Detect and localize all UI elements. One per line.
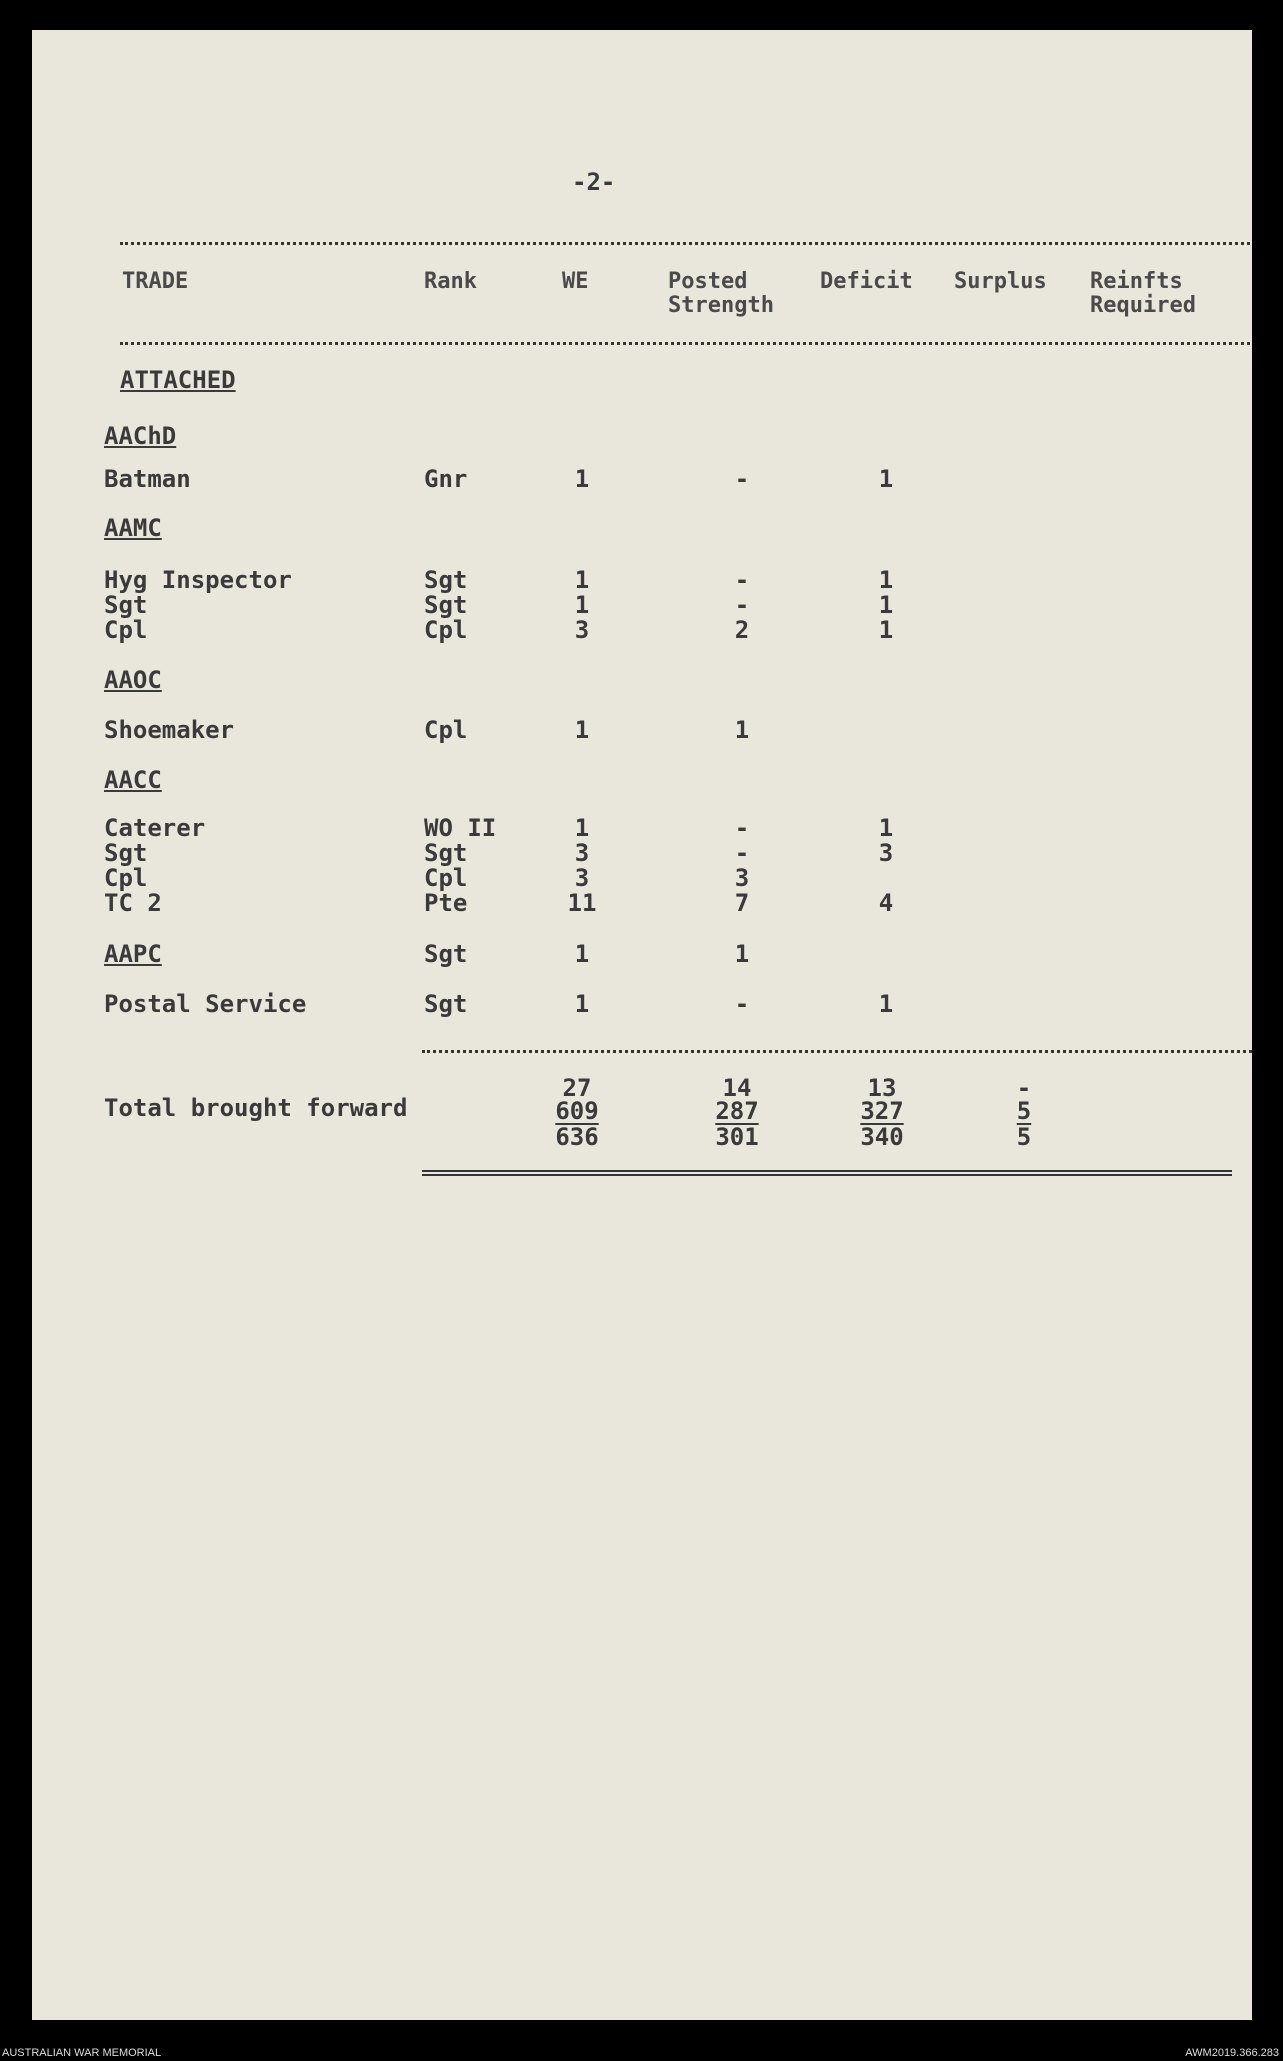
row-trade: Sgt [104, 591, 148, 619]
row-deficit: 4 [878, 889, 894, 917]
row-we: 3 [574, 864, 590, 892]
row-we: 1 [574, 566, 590, 594]
footer-left: AUSTRALIAN WAR MEMORIAL [2, 2047, 162, 2059]
row-trade: Sgt [104, 839, 148, 867]
row-deficit: 1 [878, 465, 894, 493]
header-reinfts-required: Reinfts Required [1090, 269, 1196, 318]
total-double-rule [422, 1170, 1232, 1176]
row-posted: - [734, 566, 750, 594]
row-rank: Pte [424, 889, 468, 917]
row-deficit: 1 [878, 566, 894, 594]
section-aacc: AACC [104, 766, 162, 794]
row-we: 1 [574, 716, 590, 744]
total-deficit-3: 340 [860, 1123, 904, 1151]
row-we: 1 [574, 814, 590, 842]
header-surplus: Surplus [954, 269, 1047, 294]
row-trade: Cpl [104, 864, 148, 892]
total-surplus-3: 5 [1016, 1123, 1032, 1151]
section-attached: ATTACHED [120, 366, 236, 394]
row-trade: Batman [104, 465, 191, 493]
row-deficit: 3 [878, 839, 894, 867]
row-posted: 7 [734, 889, 750, 917]
header-posted-strength: Posted Strength [668, 269, 774, 318]
row-rank: Sgt [424, 940, 468, 968]
row-trade: Cpl [104, 616, 148, 644]
total-top-rule [422, 1050, 1252, 1053]
row-posted: 3 [734, 864, 750, 892]
total-posted-2: 287 [715, 1097, 759, 1125]
document-page [32, 30, 1252, 2020]
section-aachd: AAChD [104, 422, 177, 450]
row-posted: - [734, 591, 750, 619]
row-rank: Sgt [424, 990, 468, 1018]
total-surplus-1: - [1016, 1074, 1032, 1102]
row-rank: Cpl [424, 716, 468, 744]
row-deficit: 1 [878, 616, 894, 644]
row-we: 1 [574, 990, 590, 1018]
row-rank: WO II [424, 814, 497, 842]
row-posted: 2 [734, 616, 750, 644]
row-rank: Sgt [424, 839, 468, 867]
total-we-3: 636 [555, 1123, 599, 1151]
row-posted: - [734, 990, 750, 1018]
total-deficit-2: 327 [860, 1097, 904, 1125]
section-aaoc: AAOC [104, 666, 162, 694]
total-deficit-1: 13 [867, 1074, 897, 1102]
footer-right: AWM2019.366.283 [1185, 2047, 1279, 2059]
header-deficit: Deficit [820, 269, 913, 294]
page-number: -2- [572, 168, 616, 196]
row-posted: - [734, 839, 750, 867]
header-bottom-rule [120, 342, 1250, 345]
row-trade: TC 2 [104, 889, 162, 917]
row-deficit: 1 [878, 591, 894, 619]
row-trade: Caterer [104, 814, 206, 842]
section-aapc: AAPC [104, 940, 162, 968]
row-rank: Gnr [424, 465, 468, 493]
row-trade: Postal Service [104, 990, 307, 1018]
header-rank: Rank [424, 269, 477, 294]
row-posted: 1 [734, 940, 750, 968]
row-we: 1 [574, 591, 590, 619]
row-we: 3 [574, 839, 590, 867]
section-aamc: AAMC [104, 514, 162, 542]
total-posted-1: 14 [722, 1074, 752, 1102]
row-posted: - [734, 814, 750, 842]
row-rank: Cpl [424, 864, 468, 892]
row-deficit: 1 [878, 990, 894, 1018]
row-posted: - [734, 465, 750, 493]
total-surplus-2: 5 [1016, 1097, 1032, 1125]
header-trade: TRADE [122, 269, 189, 294]
total-we-1: 27 [562, 1074, 592, 1102]
row-rank: Sgt [424, 566, 468, 594]
row-posted: 1 [734, 716, 750, 744]
total-posted-3: 301 [715, 1123, 759, 1151]
row-deficit: 1 [878, 814, 894, 842]
total-we-2: 609 [555, 1097, 599, 1125]
row-we: 1 [574, 465, 590, 493]
total-label: Total brought forward [104, 1094, 408, 1122]
row-we: 1 [574, 940, 590, 968]
row-rank: Cpl [424, 616, 468, 644]
row-trade: Shoemaker [104, 716, 235, 744]
row-trade: Hyg Inspector [104, 566, 292, 594]
row-we: 11 [567, 889, 597, 917]
header-top-rule [120, 242, 1250, 245]
header-we: WE [562, 269, 589, 294]
row-we: 3 [574, 616, 590, 644]
row-rank: Sgt [424, 591, 468, 619]
